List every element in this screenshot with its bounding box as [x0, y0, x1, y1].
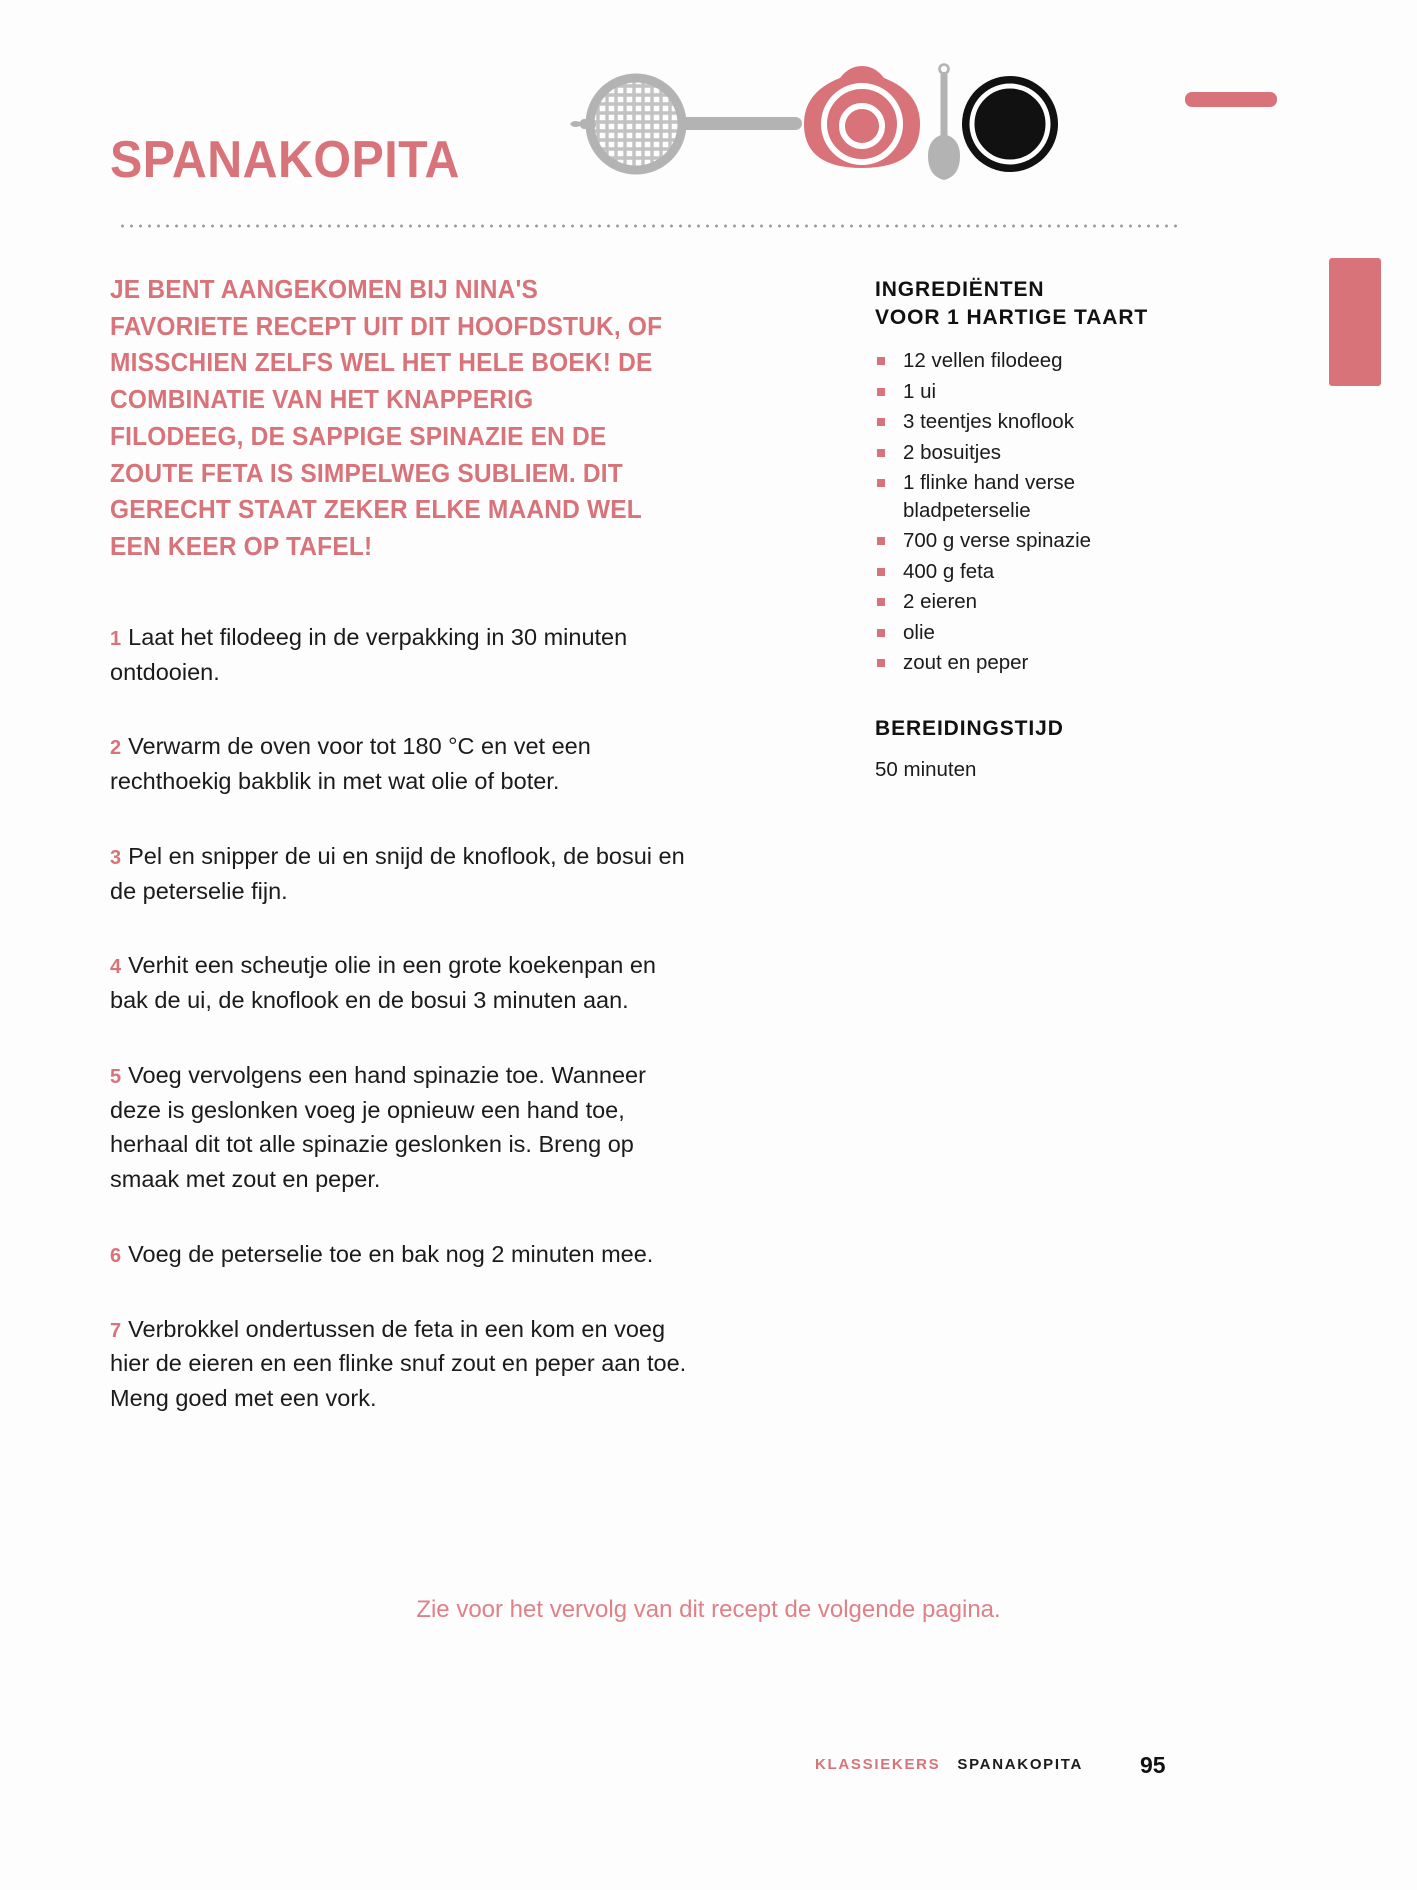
recipe-intro: JE BENT AANGEKOMEN BIJ NINA'S FAVORIETE RECEPT UIT DIT HOOFDSTUK, OF MISSCHIEN ZELFS WEL HET HELE BOEK! DE COMBINATIE VAN HET KNAPPERIG FILODEEG, DE SAPPIGE SPINAZIE EN DE ZOUTE FETA IS SIMPELWEG SUBLIEM. DIT GERECHT STAAT ZEKER ELKE MAAND WEL EEN KEER OP TAFEL!	[110, 276, 663, 562]
sieve-icon	[570, 78, 802, 170]
ingredient-label: 12 vellen filodeeg	[903, 349, 1063, 373]
ingredient-label: 2 eieren	[903, 590, 978, 614]
recipe-step	[110, 729, 690, 799]
bullet-square-icon	[877, 388, 885, 396]
bullet-square-icon	[877, 659, 885, 667]
ingredient-item	[875, 527, 1165, 554]
pot-icon	[804, 66, 920, 168]
bullet-square-icon	[877, 479, 885, 487]
pan-handle-icon	[1185, 92, 1277, 107]
ingredient-item	[875, 469, 1165, 524]
bullet-square-icon	[877, 598, 885, 606]
recipe-step	[110, 1312, 690, 1416]
footer-chapter-label: KLASSIEKERS	[815, 1756, 941, 1773]
bullet-square-icon	[877, 357, 885, 365]
ingredients-heading-line2: VOOR 1 HARTIGE TAART	[875, 305, 1149, 329]
chapter-bookmark-tab	[1329, 258, 1381, 386]
preparation-time-value: 50 minuten	[875, 758, 977, 782]
ingredient-item	[875, 378, 1165, 405]
recipe-step	[110, 1237, 690, 1272]
ingredient-item	[875, 347, 1165, 374]
recipe-main-column	[110, 272, 690, 1416]
recipe-step	[110, 1058, 690, 1197]
section-divider	[118, 224, 1178, 228]
recipe-step-text: Verbrokkel ondertussen de feta in een kom en voeg hier de eieren en een flinke snuf zout en peper aan toe. Meng goed met een vork.	[110, 1315, 687, 1412]
recipe-step	[110, 948, 690, 1018]
page-title: SPANAKOPITA	[110, 131, 460, 189]
recipe-step-number: 2	[110, 737, 122, 760]
recipe-step	[110, 620, 690, 690]
ingredients-block	[875, 276, 1165, 677]
bullet-square-icon	[877, 568, 885, 576]
pan-icon	[962, 76, 1058, 172]
ingredient-label: 1 ui	[903, 379, 937, 403]
bullet-square-icon	[877, 629, 885, 637]
ingredient-label: 400 g feta	[903, 559, 995, 583]
ingredient-item	[875, 558, 1165, 585]
ingredients-list	[875, 347, 1165, 676]
preparation-heading: BEREIDINGSTIJD	[875, 716, 1064, 740]
recipe-step-text: Voeg de peterselie toe en bak nog 2 minuten mee.	[128, 1240, 654, 1267]
ingredients-heading	[875, 276, 1165, 331]
ingredient-item	[875, 649, 1165, 676]
ingredient-item	[875, 588, 1165, 615]
ingredients-heading-line1: INGREDIËNTEN	[875, 278, 1045, 301]
recipe-step-text: Laat het filodeeg in de verpakking in 30 minuten ontdooien.	[110, 623, 628, 685]
recipe-step-text: Voeg vervolgens een hand spinazie toe. Wanneer deze is geslonken voeg je opnieuw een hand toe, herhaal dit tot alle spinazie geslonken is. Breng op smaak met zout en peper.	[110, 1061, 646, 1193]
recipe-step-number: 7	[110, 1319, 122, 1342]
ingredient-label: 700 g verse spinazie	[903, 529, 1092, 553]
ingredient-label: 1 flinke hand verse bladpeterselie	[903, 471, 1076, 522]
bullet-square-icon	[877, 537, 885, 545]
recipe-step-number: 1	[110, 627, 122, 650]
recipe-step-text: Verhit een scheutje olie in een grote koekenpan en bak de ui, de knoflook en de bosui 3 minuten aan.	[110, 952, 656, 1014]
recipe-steps-list	[110, 620, 690, 1416]
ingredient-label: zout en peper	[903, 651, 1029, 675]
ingredient-label: 2 bosuitjes	[903, 440, 1002, 464]
recipe-step-number: 6	[110, 1244, 122, 1267]
recipe-step-text: Verwarm de oven voor tot 180 °C en vet een rechthoekig bakblik in met wat olie of boter.	[110, 733, 591, 795]
ingredient-item	[875, 408, 1165, 435]
recipe-step-number: 5	[110, 1065, 122, 1088]
recipe-step-text: Pel en snipper de ui en snijd de knoflook, de bosui en de peterselie fijn.	[110, 842, 685, 904]
page-footer	[0, 1752, 1417, 1786]
spoon-icon	[928, 65, 960, 181]
recipe-step-number: 4	[110, 956, 122, 979]
page-number: 95	[1140, 1752, 1166, 1778]
recipe-step-number: 3	[110, 846, 122, 869]
ingredient-item	[875, 439, 1165, 466]
utensil-icon-strip	[540, 52, 1060, 182]
preparation-time-block	[875, 715, 1165, 784]
bullet-square-icon	[877, 449, 885, 457]
ingredient-label: olie	[903, 620, 935, 644]
recipe-side-column	[875, 276, 1165, 784]
ingredient-label: 3 teentjes knoflook	[903, 410, 1074, 434]
bullet-square-icon	[877, 418, 885, 426]
footer-recipe-label: SPANAKOPITA	[957, 1756, 1084, 1773]
recipe-step	[110, 839, 690, 909]
continuation-note: Zie voor het vervolg van dit recept de volgende pagina.	[416, 1596, 1001, 1623]
page-header	[110, 120, 1300, 230]
ingredient-item	[875, 619, 1165, 646]
